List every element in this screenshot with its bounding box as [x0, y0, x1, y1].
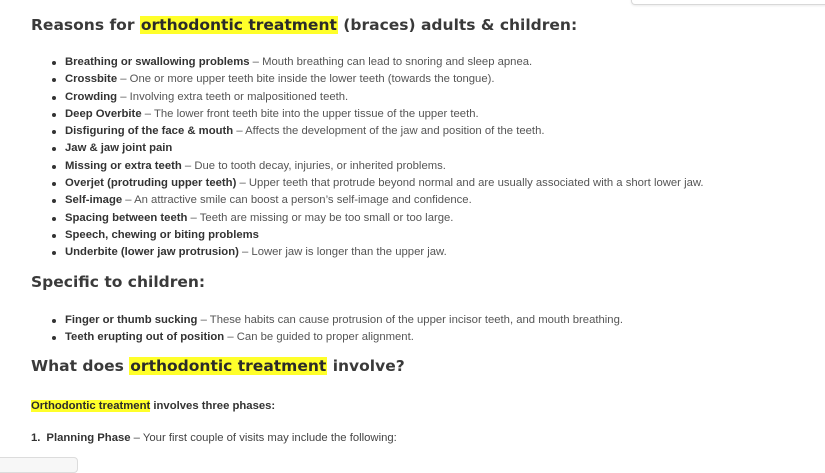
list-item: [50, 123, 704, 140]
list-item-term: Speech, chewing or biting problems: [65, 228, 259, 241]
bullet-icon: [52, 96, 56, 100]
bullet-icon: [52, 319, 56, 323]
top-right-panel-edge: [631, 0, 825, 5]
bullet-icon: [52, 147, 56, 151]
phases-intro: [31, 398, 275, 414]
step-term: Planning Phase: [46, 432, 131, 444]
list-item-term: Deep Overbite: [65, 107, 142, 120]
list-item-term: Crowding: [65, 90, 118, 103]
list-item: [50, 71, 704, 88]
list-item-desc: – Affects the development of the jaw and position of the teeth.: [233, 125, 545, 138]
bullet-icon: [52, 61, 56, 65]
reasons-list: [50, 54, 704, 262]
list-item-term: Finger or thumb sucking: [65, 314, 198, 326]
list-item-desc: – An attractive smile can boost a person’s self-image and confidence.: [122, 194, 472, 207]
list-item: [50, 244, 704, 261]
bullet-icon: [52, 251, 56, 255]
phases-intro-highlight: Orthodontic treatment: [31, 400, 151, 412]
bullet-icon: [52, 199, 56, 203]
list-item-desc: – Due to tooth decay, injuries, or inherited problems.: [181, 159, 446, 172]
planning-phase-step: [31, 430, 397, 446]
bullet-icon: [52, 113, 56, 117]
list-item: [50, 192, 704, 209]
heading-reasons-highlight: orthodontic treatment: [140, 16, 337, 34]
list-item: [50, 329, 623, 346]
heading-involve-post: involve?: [327, 357, 405, 375]
bullet-icon: [52, 130, 56, 134]
list-item-term: Self-image: [65, 194, 123, 207]
list-item-desc: – Lower jaw is longer than the upper jaw.: [238, 246, 447, 259]
list-item-term: Missing or extra teeth: [65, 159, 182, 172]
list-item-desc: – These habits can cause protrusion of the upper incisor teeth, and mouth breathing.: [197, 314, 624, 326]
list-item-term: Disfiguring of the face & mouth: [65, 125, 234, 138]
bullet-icon: [52, 234, 56, 238]
heading-reasons: [31, 15, 577, 35]
heading-involve-highlight: orthodontic treatment: [130, 357, 327, 375]
bullet-icon: [52, 336, 56, 340]
bullet-icon: [52, 78, 56, 82]
bottom-left-widget-edge: [0, 457, 78, 473]
list-item: [50, 54, 704, 71]
phases-intro-text: involves three phases:: [150, 400, 276, 412]
list-item: [50, 106, 704, 123]
step-desc: – Your first couple of visits may include the following:: [130, 432, 397, 444]
list-item: [50, 158, 704, 175]
list-item-term: Jaw & jaw joint pain: [65, 142, 173, 155]
list-item-term: Overjet (protruding upper teeth): [65, 177, 237, 190]
list-item-term: Breathing or swallowing problems: [65, 56, 250, 68]
list-item: [50, 140, 704, 157]
heading-reasons-pre: Reasons for: [31, 16, 140, 34]
bullet-icon: [52, 182, 56, 186]
bullet-icon: [52, 165, 56, 169]
list-item-term: Underbite (lower jaw protrusion): [65, 246, 239, 259]
list-item-desc: – Upper teeth that protrude beyond normal and are usually associated with a short lower jaw.: [236, 177, 704, 190]
list-item-desc: – Involving extra teeth or malpositioned teeth.: [117, 90, 349, 103]
list-item-desc: – Teeth are missing or may be too small or too large.: [187, 211, 454, 224]
list-item: [50, 312, 623, 329]
children-list: [50, 312, 623, 347]
heading-children: Specific to children:: [31, 273, 206, 291]
list-item-term: Spacing between teeth: [65, 211, 188, 224]
list-item-term: Teeth erupting out of position: [65, 331, 225, 344]
heading-involve: [31, 356, 405, 376]
list-item-desc: – The lower front teeth bite into the upper tissue of the upper teeth.: [141, 107, 479, 120]
list-item-desc: – One or more upper teeth bite inside the lower teeth (towards the tongue).: [117, 73, 495, 86]
heading-involve-pre: What does: [31, 357, 130, 375]
bullet-icon: [52, 217, 56, 221]
list-item: [50, 175, 704, 192]
list-item: [50, 210, 704, 227]
list-item: [50, 227, 704, 244]
list-item-term: Crossbite: [65, 73, 118, 86]
list-item-desc: – Can be guided to proper alignment.: [224, 331, 414, 344]
step-number: 1.: [31, 432, 41, 444]
heading-reasons-post: (braces) adults & children:: [337, 16, 578, 34]
list-item-desc: – Mouth breathing can lead to snoring and sleep apnea.: [249, 56, 533, 68]
list-item: [50, 89, 704, 106]
